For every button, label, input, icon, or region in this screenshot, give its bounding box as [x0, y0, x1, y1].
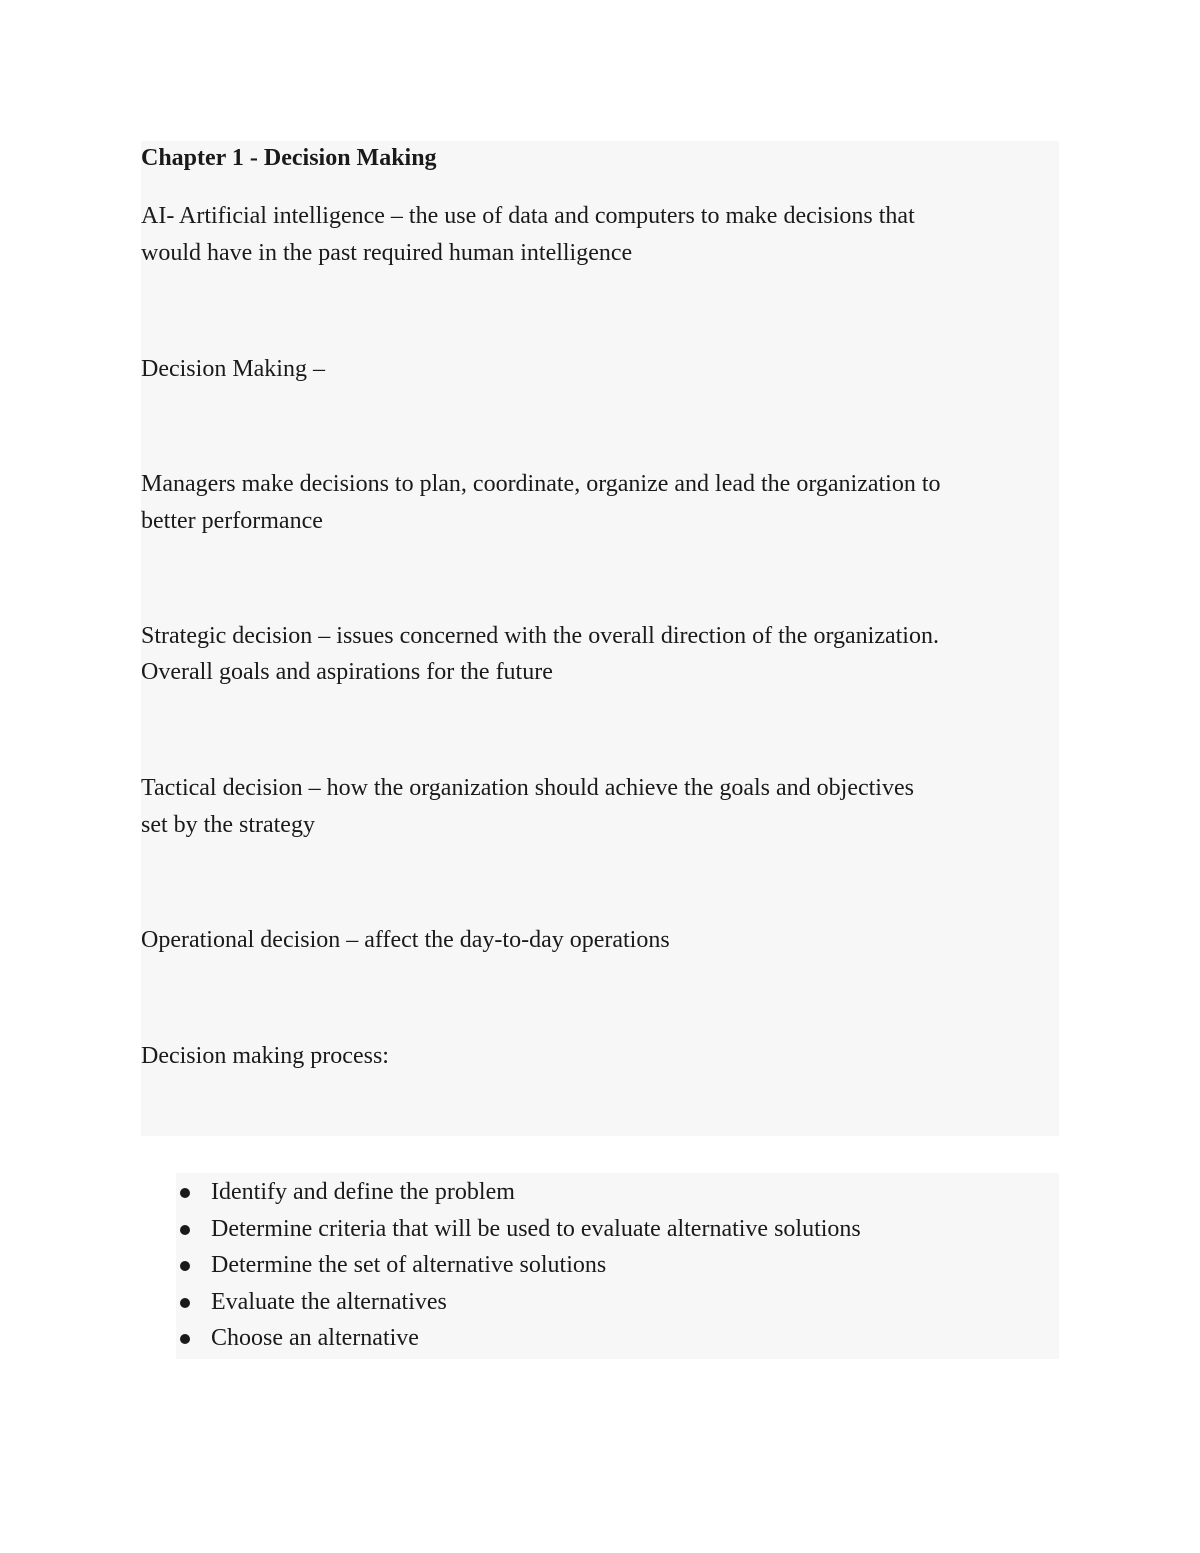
paragraph-tactical-line-2: set by the strategy [141, 812, 315, 838]
paragraph-operational: Operational decision – affect the day-to-day operations [141, 927, 670, 953]
paragraph-process-heading: Decision making process: [141, 1043, 389, 1069]
list-item-text: Determine the set of alternative solutions [211, 1252, 607, 1278]
bullet-icon [180, 1334, 190, 1344]
list-item [176, 1284, 861, 1321]
paragraph-managers-line-2: better performance [141, 508, 323, 534]
bullet-icon [180, 1188, 190, 1198]
paragraph-tactical-line-1: Tactical decision – how the organization should achieve the goals and objectives [141, 775, 914, 801]
bullet-icon [180, 1298, 190, 1308]
paragraph-ai-line-1: AI- Artificial intelligence – the use of data and computers to make decisions that [141, 203, 915, 229]
bullet-icon [180, 1225, 190, 1235]
process-steps-list [176, 1174, 861, 1357]
list-item-text: Determine criteria that will be used to evaluate alternative solutions [211, 1215, 861, 1242]
list-item [176, 1320, 861, 1357]
paragraph-decision-making: Decision Making – [141, 356, 325, 382]
list-item-text: Evaluate the alternatives [211, 1288, 447, 1315]
bullet-icon [180, 1261, 190, 1271]
list-item [176, 1247, 861, 1284]
paragraph-strategic-line-2: Overall goals and aspirations for the future [141, 659, 553, 685]
chapter-title: Chapter 1 - Decision Making [141, 145, 437, 171]
list-item-text: Choose an alternative [211, 1325, 419, 1351]
paragraph-ai-line-2: would have in the past required human intelligence [141, 240, 633, 266]
list-item [176, 1211, 861, 1248]
paragraph-managers-line-1: Managers make decisions to plan, coordinate, organize and lead the organization to [141, 471, 941, 497]
list-item [176, 1174, 861, 1211]
paragraph-strategic-line-1: Strategic decision – issues concerned with the overall direction of the organization. [141, 623, 939, 649]
list-item-text: Identify and define the problem [211, 1179, 515, 1205]
